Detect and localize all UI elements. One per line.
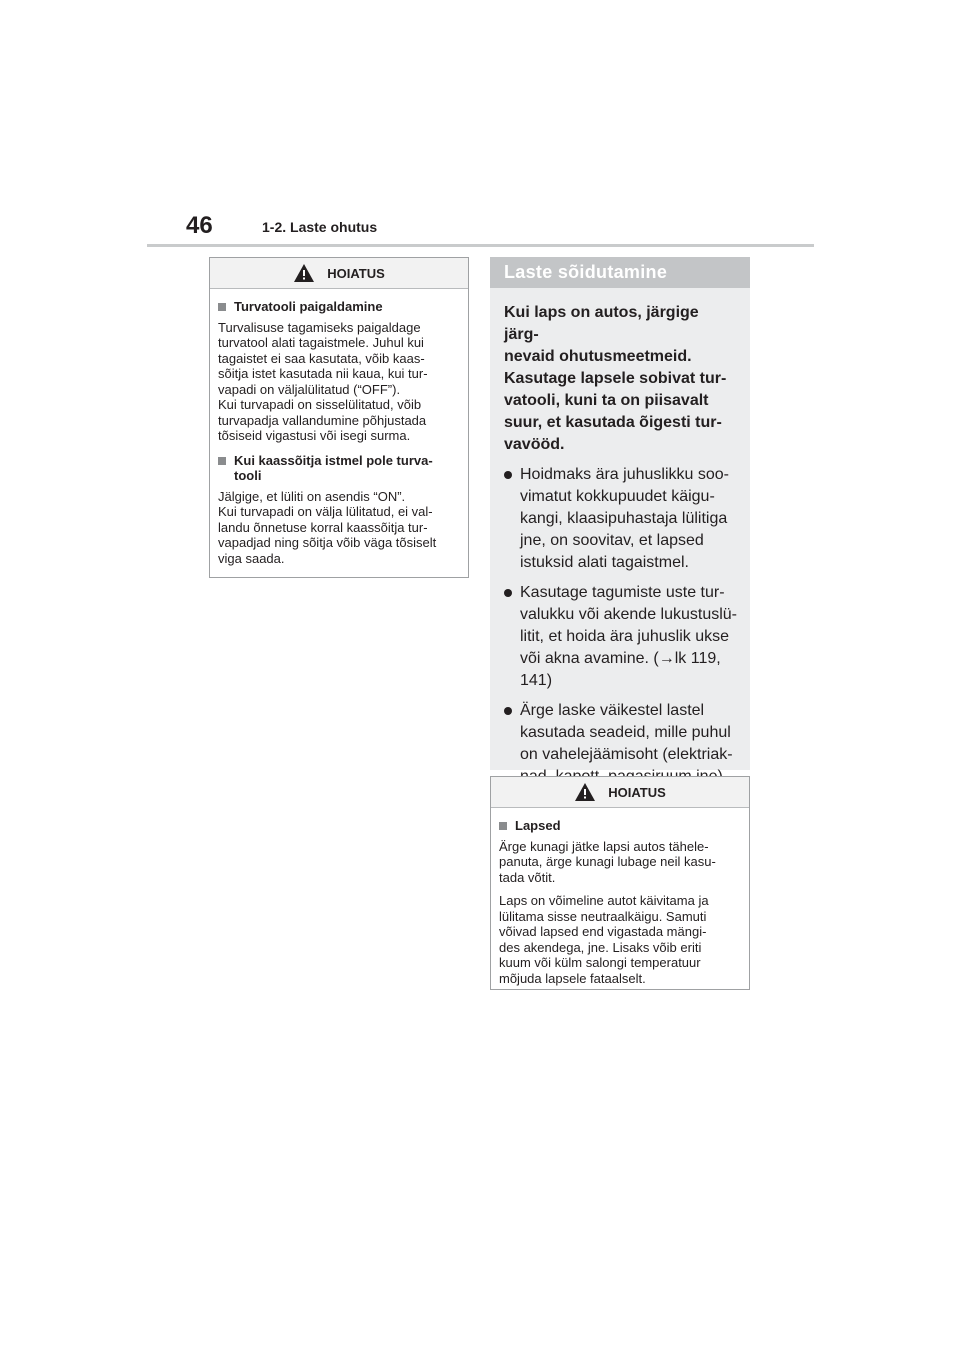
warning-triangle-icon: [574, 782, 596, 802]
warning-item-text: Jälgige, et lüliti on asendis “ON”. Kui turvapadi on välja lülitatud, ei val- landu õnnetuse korral kaassõitja tur- vapadjad ning sõitja võib väga tõsiselt viga saada.: [218, 488, 437, 566]
warning-item-heading: Turvatooli paigaldamine: [218, 299, 460, 315]
panel-title: Laste sõidutamine: [490, 257, 750, 288]
bullet-dot-icon: [504, 707, 512, 715]
page-number: 46: [186, 212, 213, 239]
warning-item-text: Turvalisuse tagamiseks paigaldage turvatool alati tagaistmele. Juhul kui tagaistet ei saa kasutata, võib kaas- sõitja istet kasutada nii kaua, kui tur- vapadi on väljalülitatud (“OFF”). Kui turvapadi on sisselülitatud, võib turvapadja vallandumine põhjustada tõsiseid vigastusi või isegi surma.: [218, 319, 428, 443]
panel-intro: Kui laps on autos, järgige järg- nevaid ohutusmeetmeid. Kasutage lapsele sobivat tur- vatooli, kuni ta on piisavalt suur, et kasutada õigesti tur- vavööd.: [504, 304, 727, 453]
warning-title: HOIATUS: [327, 265, 385, 281]
warning-triangle-icon: [293, 263, 315, 283]
warning-title: HOIATUS: [608, 784, 666, 800]
warning-box-child-seat: [209, 257, 469, 578]
section-title: 1-2. Laste ohutus: [262, 219, 378, 235]
bullet-dot-icon: [504, 589, 512, 597]
square-bullet-icon: [218, 457, 226, 465]
warning-box-children: [490, 776, 750, 990]
bullet-dot-icon: [504, 471, 512, 479]
info-panel-child-transport: [490, 257, 750, 770]
list-item: Kasutage tagumiste uste tur- valukku või akende lukustuslü- litit, et hoida ära juhuslik ukse või akna avamine. (→lk 119, 141): [504, 582, 740, 692]
list-item: Hoidmaks ära juhuslikku soo- vimatut kokkupuudet käigu- kangi, klaasipuhastaja lülitiga jne, on soovitav, et lapsed istuksid alati tagaistmel.: [504, 464, 740, 574]
warning-header: [491, 777, 749, 808]
square-bullet-icon: [499, 822, 507, 830]
list-item: Ärge laske väikestel lastel kasutada seadeid, mille puhul on vahelejäämisoht (elektriak-: [504, 700, 740, 788]
warning-header: [210, 258, 468, 289]
warning-item-heading: Kui kaassõitja istmel pole turva- tooli: [218, 453, 460, 484]
bullet-list: [490, 464, 750, 788]
warning-item-text: Laps on võimeline autot käivitama ja lülitama sisse neutraalkäigu. Samuti võivad lapsed end vigastada mängi- des akendega, jne. Lisaks võib eriti kuum või külm salongi temperatuur mõjuda lapsele fataalselt.: [499, 893, 709, 986]
header-rule: [147, 244, 814, 247]
warning-item-text: Ärge kunagi jätke lapsi autos tähele- panuta, ärge kunagi lubage neil kasu- tada võtit.: [499, 838, 716, 885]
square-bullet-icon: [218, 303, 226, 311]
warning-item-heading: Lapsed: [499, 818, 741, 834]
